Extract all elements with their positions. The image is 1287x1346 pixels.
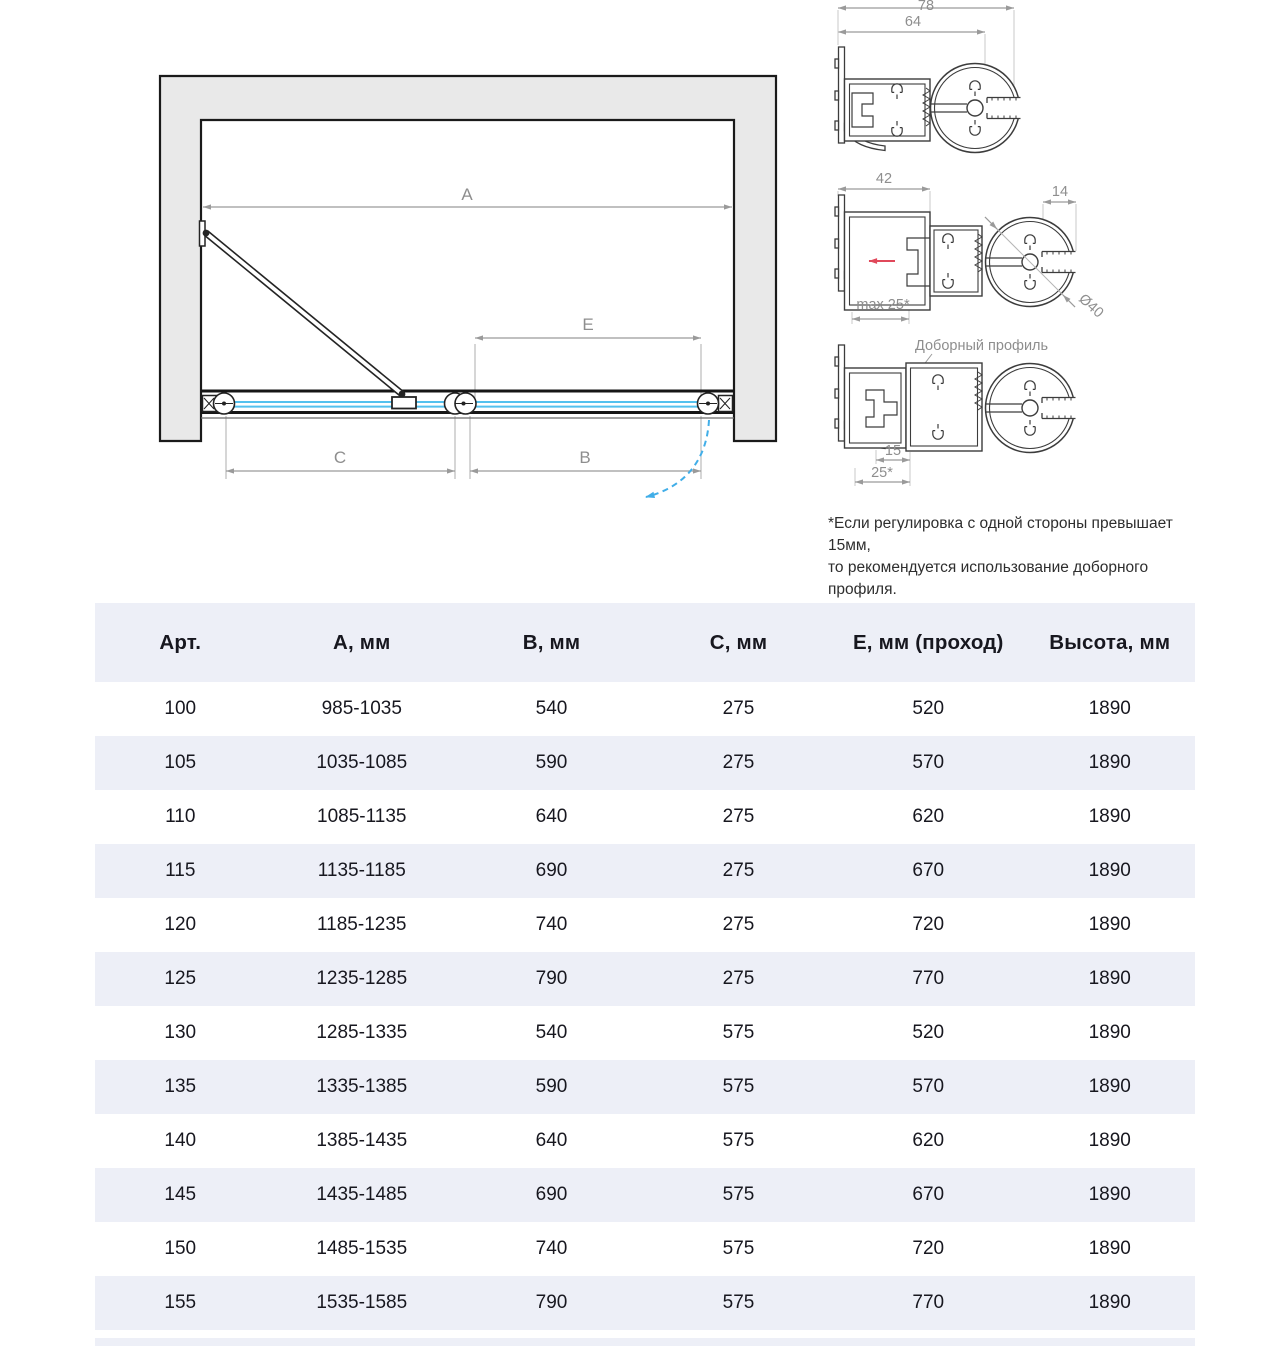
dim-label-max25: max 25* (856, 297, 910, 313)
cell-height: 1890 (1088, 1076, 1131, 1097)
cell-b-mm: 690 (535, 860, 568, 881)
dim-label-25: 25* (871, 465, 893, 481)
extension-profile-channel (845, 363, 983, 451)
cell-art: 135 (164, 1076, 197, 1097)
header-art: Арт. (159, 630, 202, 654)
cell-art: 150 (164, 1238, 197, 1259)
wall-section (160, 76, 776, 441)
technical-drawing (0, 0, 1287, 598)
profile-section-1 (835, 0, 1022, 153)
cell-c-mm: 575 (722, 1184, 755, 1205)
table-row (95, 1006, 1195, 1060)
cell-e-mm: 720 (912, 914, 945, 935)
table-row (95, 1114, 1195, 1168)
roller-middle (445, 393, 477, 414)
cell-a-mm: 1185-1235 (317, 914, 407, 935)
cell-art: 130 (164, 1022, 197, 1043)
cell-b-mm: 640 (535, 1130, 568, 1151)
cell-b-mm: 540 (535, 1022, 568, 1043)
niche-plan-view (160, 76, 776, 497)
cell-height: 1890 (1088, 1130, 1131, 1151)
cell-e-mm: 720 (912, 1238, 945, 1259)
header-height: Высота, мм (1049, 630, 1171, 654)
dim-label-15: 15 (884, 443, 902, 459)
cell-height: 1890 (1088, 860, 1131, 881)
table-row (95, 1168, 1195, 1222)
cell-e-mm: 520 (912, 698, 945, 719)
cell-e-mm: 620 (912, 1130, 945, 1151)
extension-profile-label: Доборный профиль (915, 338, 1049, 354)
adjustable-channel (845, 212, 983, 310)
cell-b-mm: 740 (535, 914, 568, 935)
cell-e-mm: 670 (912, 860, 945, 881)
wall-channel-1 (845, 79, 931, 141)
footnote-line-1: *Если регулировка с одной стороны превышает 15мм, (828, 515, 1173, 554)
cell-a-mm: 1285-1335 (316, 1022, 408, 1043)
cell-art: 120 (164, 914, 197, 935)
table-bottom-strip (95, 1338, 1195, 1346)
cell-art: 125 (164, 968, 197, 989)
header-b-mm: В, мм (522, 630, 581, 654)
cell-a-mm: 1235-1285 (316, 968, 408, 989)
cell-c-mm: 275 (722, 752, 755, 773)
cell-art: 155 (164, 1292, 197, 1313)
table-row (95, 790, 1195, 844)
roller-right (698, 393, 719, 414)
cell-art: 105 (164, 752, 197, 773)
cell-e-mm: 770 (912, 1292, 945, 1313)
dim-label-a: A (461, 185, 473, 204)
cell-art: 115 (165, 860, 196, 881)
cell-a-mm: 985-1035 (321, 698, 402, 719)
cell-a-mm: 1435-1485 (316, 1184, 408, 1205)
profile-footnote (828, 513, 1218, 601)
footnote-line-2: то рекомендуется использование доборного профиля. (828, 559, 1149, 598)
table-row (95, 1276, 1195, 1330)
cell-a-mm: 1335-1385 (316, 1076, 408, 1097)
cell-b-mm: 690 (535, 1184, 568, 1205)
table-row (95, 682, 1195, 736)
dim-label-14: 14 (1051, 184, 1069, 200)
dim-label-42: 42 (875, 171, 893, 187)
cell-c-mm: 575 (722, 1022, 755, 1043)
header-e-mm: Е, мм (проход) (852, 630, 1004, 654)
roller-left (214, 393, 235, 414)
dim-label-c: C (333, 448, 347, 467)
cell-c-mm: 275 (722, 698, 755, 719)
cell-height: 1890 (1088, 1022, 1131, 1043)
cell-c-mm: 275 (722, 914, 755, 935)
dim-label-b: B (579, 448, 591, 467)
cell-c-mm: 275 (722, 860, 755, 881)
header-c-mm: С, мм (709, 630, 768, 654)
cell-e-mm: 520 (912, 1022, 945, 1043)
cell-art: 110 (165, 806, 196, 827)
cell-e-mm: 770 (912, 968, 945, 989)
header-a-mm: А, мм (332, 630, 391, 654)
cell-a-mm: 1085-1135 (317, 806, 407, 827)
cell-b-mm: 590 (535, 752, 568, 773)
cell-a-mm: 1535-1585 (316, 1292, 408, 1313)
cell-c-mm: 275 (722, 806, 755, 827)
cell-e-mm: 620 (912, 806, 945, 827)
dim-label-64: 64 (904, 14, 922, 30)
support-bar (200, 221, 417, 409)
cell-height: 1890 (1088, 698, 1131, 719)
table-row (95, 844, 1195, 898)
cell-a-mm: 1035-1085 (316, 752, 408, 773)
cell-c-mm: 575 (722, 1130, 755, 1151)
cell-b-mm: 640 (535, 806, 568, 827)
size-spec-table (95, 603, 1195, 1330)
cell-height: 1890 (1088, 914, 1131, 935)
cell-a-mm: 1135-1185 (317, 860, 406, 881)
cell-c-mm: 275 (722, 968, 755, 989)
dim-label-dia40: Ø40 (1075, 291, 1107, 322)
door-swing-arc-icon (646, 420, 709, 497)
cell-b-mm: 590 (535, 1076, 568, 1097)
table-row (95, 1060, 1195, 1114)
cell-a-mm: 1385-1435 (316, 1130, 408, 1151)
table-row (95, 952, 1195, 1006)
table-header-row (95, 603, 1195, 682)
cell-height: 1890 (1088, 806, 1131, 827)
table-row (95, 1222, 1195, 1276)
cell-art: 100 (164, 698, 197, 719)
cell-c-mm: 575 (722, 1238, 755, 1259)
cell-c-mm: 575 (722, 1076, 755, 1097)
cell-height: 1890 (1088, 1184, 1131, 1205)
profile-section-2 (835, 171, 1106, 324)
table-row (95, 736, 1195, 790)
cell-height: 1890 (1088, 752, 1131, 773)
cell-b-mm: 790 (535, 1292, 568, 1313)
wall-bracket-right (719, 396, 733, 412)
cell-height: 1890 (1088, 1238, 1131, 1259)
cell-height: 1890 (1088, 968, 1131, 989)
dim-label-78: 78 (917, 0, 935, 14)
table-row (95, 898, 1195, 952)
profile-section-3 (835, 338, 1077, 486)
cell-e-mm: 570 (912, 1076, 945, 1097)
cell-c-mm: 575 (722, 1292, 755, 1313)
cell-b-mm: 790 (535, 968, 568, 989)
cell-height: 1890 (1088, 1292, 1131, 1313)
cell-a-mm: 1485-1535 (316, 1238, 408, 1259)
cell-b-mm: 740 (535, 1238, 568, 1259)
cell-e-mm: 670 (912, 1184, 945, 1205)
cell-b-mm: 540 (535, 698, 568, 719)
dim-label-e: E (582, 315, 594, 334)
cell-art: 140 (164, 1130, 197, 1151)
cell-e-mm: 570 (912, 752, 945, 773)
cell-art: 145 (164, 1184, 197, 1205)
